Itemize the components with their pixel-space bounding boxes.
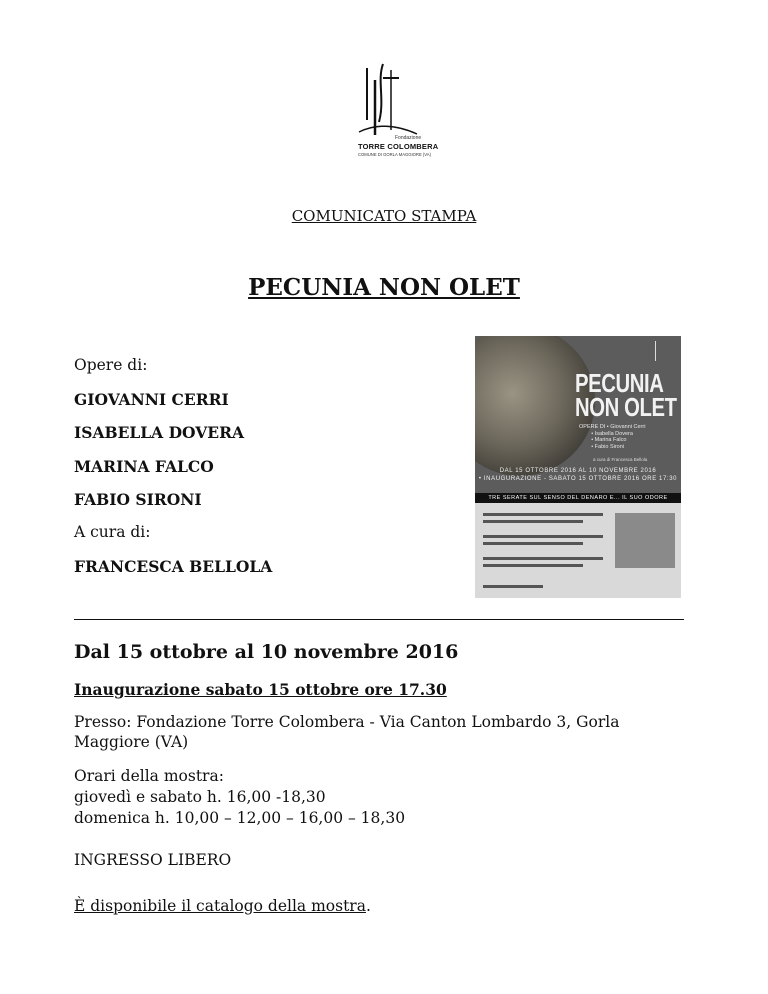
poster-title: PECUNIA NON OLET bbox=[575, 368, 677, 422]
opening-hours-label: Orari della mostra: bbox=[74, 767, 224, 785]
artist-name: MARINA FALCO bbox=[74, 457, 214, 476]
free-entry: INGRESSO LIBERO bbox=[74, 851, 232, 869]
inauguration: Inaugurazione sabato 15 ottobre ore 17.30 bbox=[74, 680, 447, 699]
exhibition-poster bbox=[475, 336, 681, 598]
comunicato-heading: COMUNICATO STAMPA bbox=[291, 207, 477, 225]
poster-band: TRE SERATE SUL SENSO DEL DENARO E... IL SUO ODORE bbox=[475, 493, 681, 503]
divider bbox=[74, 619, 684, 620]
poster-dates: DAL 15 OTTOBRE 2016 AL 10 NOVEMBRE 2016 • INAUGURAZIONE - SABATO 15 OTTOBRE 2016 ORE 17:30 bbox=[478, 468, 678, 482]
artist-name: FABIO SIRONI bbox=[74, 490, 202, 509]
poster-photo bbox=[615, 513, 675, 568]
curator-label: A cura di: bbox=[74, 523, 151, 541]
catalogue-link[interactable]: È disponibile il catalogo della mostra bbox=[74, 897, 366, 915]
opening-hours bbox=[74, 766, 405, 829]
exhibition-dates: Dal 15 ottobre al 10 novembre 2016 bbox=[74, 641, 459, 663]
curator-name: FRANCESCA BELLOLA bbox=[74, 557, 273, 576]
venue-address: Presso: Fondazione Torre Colombera - Via Canton Lombardo 3, Gorla Maggiore (VA) bbox=[74, 713, 620, 751]
artist-name: ISABELLA DOVERA bbox=[74, 423, 245, 442]
opening-hours-line: domenica h. 10,00 – 12,00 – 16,00 – 18,30 bbox=[74, 809, 406, 827]
opere-label: Opere di: bbox=[74, 356, 148, 374]
opening-hours-line: giovedì e sabato h. 16,00 -18,30 bbox=[74, 788, 326, 806]
catalogue-note bbox=[74, 897, 371, 915]
logo-subtitle-text: COMUNE DI GORLA MAGGIORE (VA) bbox=[358, 152, 431, 157]
logo-fondazione-text: Fondazione bbox=[395, 135, 422, 141]
artist-name: GIOVANNI CERRI bbox=[74, 390, 229, 409]
poster-artists: OPERE DI • Giovanni Cerri • Isabella Dovera • Marina Falco • Fabio Sironi bbox=[579, 424, 646, 450]
logo-name-text: TORRE COLOMBERA bbox=[358, 142, 439, 151]
catalogue-period: . bbox=[365, 897, 371, 915]
poster-body bbox=[475, 503, 681, 598]
poster-curator: a cura di Francesca Bellola bbox=[593, 457, 648, 462]
poster-logo-icon bbox=[655, 341, 666, 361]
page-title: PECUNIA NON OLET bbox=[248, 274, 520, 301]
